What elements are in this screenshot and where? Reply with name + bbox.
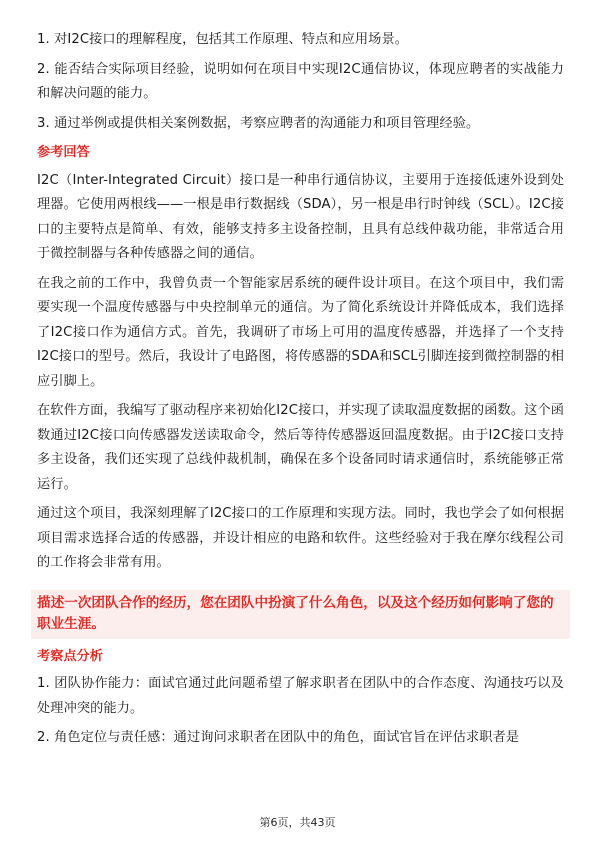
list-item: 2. 角色定位与责任感：通过询问求职者在团队中的角色，面试官旨在评估求职者是	[37, 730, 520, 745]
list-item: 1. 对I2C接口的理解程度，包括其工作原理、特点和应用场景。	[37, 32, 409, 47]
answer-body	[37, 169, 564, 576]
analysis-list	[37, 672, 564, 751]
answer-paragraph: 在我之前的工作中，我曾负责一个智能家居系统的硬件设计项目。在这个项目中，我们需要实现一个温度传感器与中央控制单元的通信。为了简化系统设计并降低成本，我们选择了I2C接口作为通信方式。首先，我调研了市场上可用的温度传感器，并选择了一个支持I2C接口的型号。然后，我设计了电路图，将传感器的SDA和SCL引脚连接到微控制器的相应引脚上。	[37, 275, 564, 389]
document-page	[37, 28, 564, 756]
question-highlight: 描述一次团队合作的经历，您在团队中扮演了什么角色，以及这个经历如何影响了您的职业生涯。	[31, 590, 570, 639]
intro-list	[37, 28, 564, 136]
answer-paragraph: I2C（Inter-Integrated Circuit）接口是一种串行通信协议，主要用于连接低速外设到处理器。它使用两根线——一根是串行数据线（SDA），另一根是串行时钟线（SCL）。I2C接口的主要特点是简单、有效，能够支持多主设备控制，且具有总线仲裁功能，非常适合用于微控制器与各种传感器之间的通信。	[37, 172, 564, 261]
analysis-heading: 考察点分析	[37, 648, 103, 664]
list-item: 1. 团队协作能力：面试官通过此问题希望了解求职者在团队中的合作态度、沟通技巧以及处理冲突的能力。	[37, 676, 564, 716]
answer-heading: 参考回答	[37, 145, 90, 160]
list-item: 2. 能否结合实际项目经验，说明如何在项目中实现I2C通信协议，体现应聘者的实战能力和解决问题的能力。	[37, 61, 564, 101]
list-item: 3. 通过举例或提供相关案例数据，考察应聘者的沟通能力和项目管理经验。	[37, 115, 480, 131]
answer-paragraph: 通过这个项目，我深刻理解了I2C接口的工作原理和实现方法。同时，我也学会了如何根据项目需求选择合适的传感器，并设计相应的电路和软件。这些经验对于我在摩尔线程公司的工作将会非常有用。	[37, 506, 564, 570]
page-footer: 第6页，共43页	[259, 816, 336, 829]
answer-paragraph: 在软件方面，我编写了驱动程序来初始化I2C接口，并实现了读取温度数据的函数。这个函数通过I2C接口向传感器发送读取命令，然后等待传感器返回温度数据。由于I2C接口支持多主设备，我们还实现了总线仲裁机制，确保在多个设备同时请求通信时，系统能够正常运行。	[37, 403, 564, 492]
